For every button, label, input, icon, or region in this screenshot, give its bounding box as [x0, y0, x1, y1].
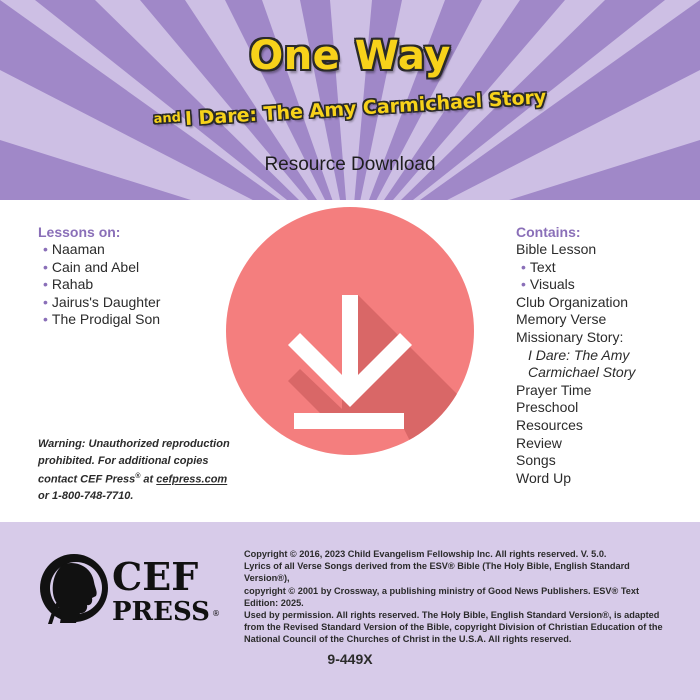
- lesson-item: • Jairus's Daughter: [38, 294, 238, 312]
- copyright-line: National Council of the Churches of Christ in the U.S.A. All rights reserved.: [244, 634, 572, 645]
- warning-line-2: prohibited. For additional copies: [38, 454, 209, 467]
- logo-text-press: PRESS: [112, 597, 210, 627]
- lessons-list: [38, 241, 238, 329]
- contains-item: Memory Verse: [516, 311, 607, 328]
- warning-notice: [38, 436, 238, 505]
- contains-item: Bible Lesson: [516, 241, 597, 257]
- lesson-item: • Rahab: [38, 276, 238, 294]
- copyright-line: Copyright © 2016, 2023 Child Evangelism Fellowship Inc. All rights reserved. V. 5.0.: [244, 549, 607, 559]
- warning-line-4: or 1-800-748-7710.: [38, 490, 134, 503]
- head-silhouette-icon: [40, 554, 108, 624]
- warning-line-3: [38, 469, 238, 488]
- contains-item: Resources: [516, 416, 583, 433]
- lesson-item: • Naaman: [38, 241, 238, 259]
- contains-list: [516, 241, 696, 487]
- registered-mark: ®: [135, 473, 141, 480]
- copyright-line: copyright © 2001 by Crossway, a publishing ministry of Good News Publishers. ESV® Text Edition: 2025.: [244, 585, 640, 608]
- contains-item: Songs: [516, 452, 556, 469]
- contains-section: [516, 224, 696, 487]
- subtitle-prefix: and: [153, 110, 182, 127]
- logo-text-cef: CEF: [112, 554, 199, 599]
- contains-item: Word Up: [516, 469, 571, 486]
- copyright-line: Used by permission. All rights reserved. The Holy Bible, English Standard Version®, is adapted: [244, 610, 660, 621]
- lesson-item: • Cain and Abel: [38, 259, 238, 277]
- header-band: [0, 0, 700, 200]
- contains-item: Review: [516, 434, 562, 451]
- lessons-heading: Lessons on:: [38, 224, 121, 240]
- download-icon[interactable]: [222, 203, 478, 459]
- warning-at: at: [140, 473, 157, 486]
- contains-item: • Visuals: [516, 276, 696, 294]
- warning-contact: contact CEF Press: [38, 473, 136, 486]
- contains-item: Missionary Story:: [516, 328, 624, 345]
- title: One Way: [249, 33, 451, 79]
- contains-item: Prayer Time: [516, 381, 592, 398]
- contains-item: Club Organization: [516, 293, 629, 310]
- contains-item: Preschool: [516, 399, 579, 416]
- contains-item: • Text: [516, 259, 696, 277]
- lessons-section: [38, 224, 238, 329]
- copyright-line: Lyrics of all Verse Songs derived from the ESV® Bible (The Holy Bible, English Standard Version®),: [244, 561, 630, 584]
- contains-item: Carmichael Story: [528, 364, 636, 381]
- product-code: 9-449X: [327, 651, 373, 667]
- contains-item: I Dare: The Amy: [528, 346, 630, 363]
- resource-label: Resource Download: [264, 154, 436, 175]
- website-link[interactable]: cefpress.com: [156, 473, 228, 486]
- logo-registered-mark: ®: [212, 609, 220, 618]
- download-button[interactable]: [222, 203, 478, 464]
- copyright-line: from the Revised Standard Version of the Bible, copyright Division of Christian Education of the: [244, 622, 663, 633]
- cef-press-logo: [38, 548, 228, 628]
- subtitle-text: I Dare: The Amy Carmichael Story: [184, 86, 547, 131]
- copyright-notice: [244, 548, 674, 646]
- warning-line-1: Warning: Unauthorized reproduction: [38, 438, 230, 450]
- contains-heading: Contains:: [516, 224, 581, 240]
- lesson-item: • The Prodigal Son: [38, 311, 238, 329]
